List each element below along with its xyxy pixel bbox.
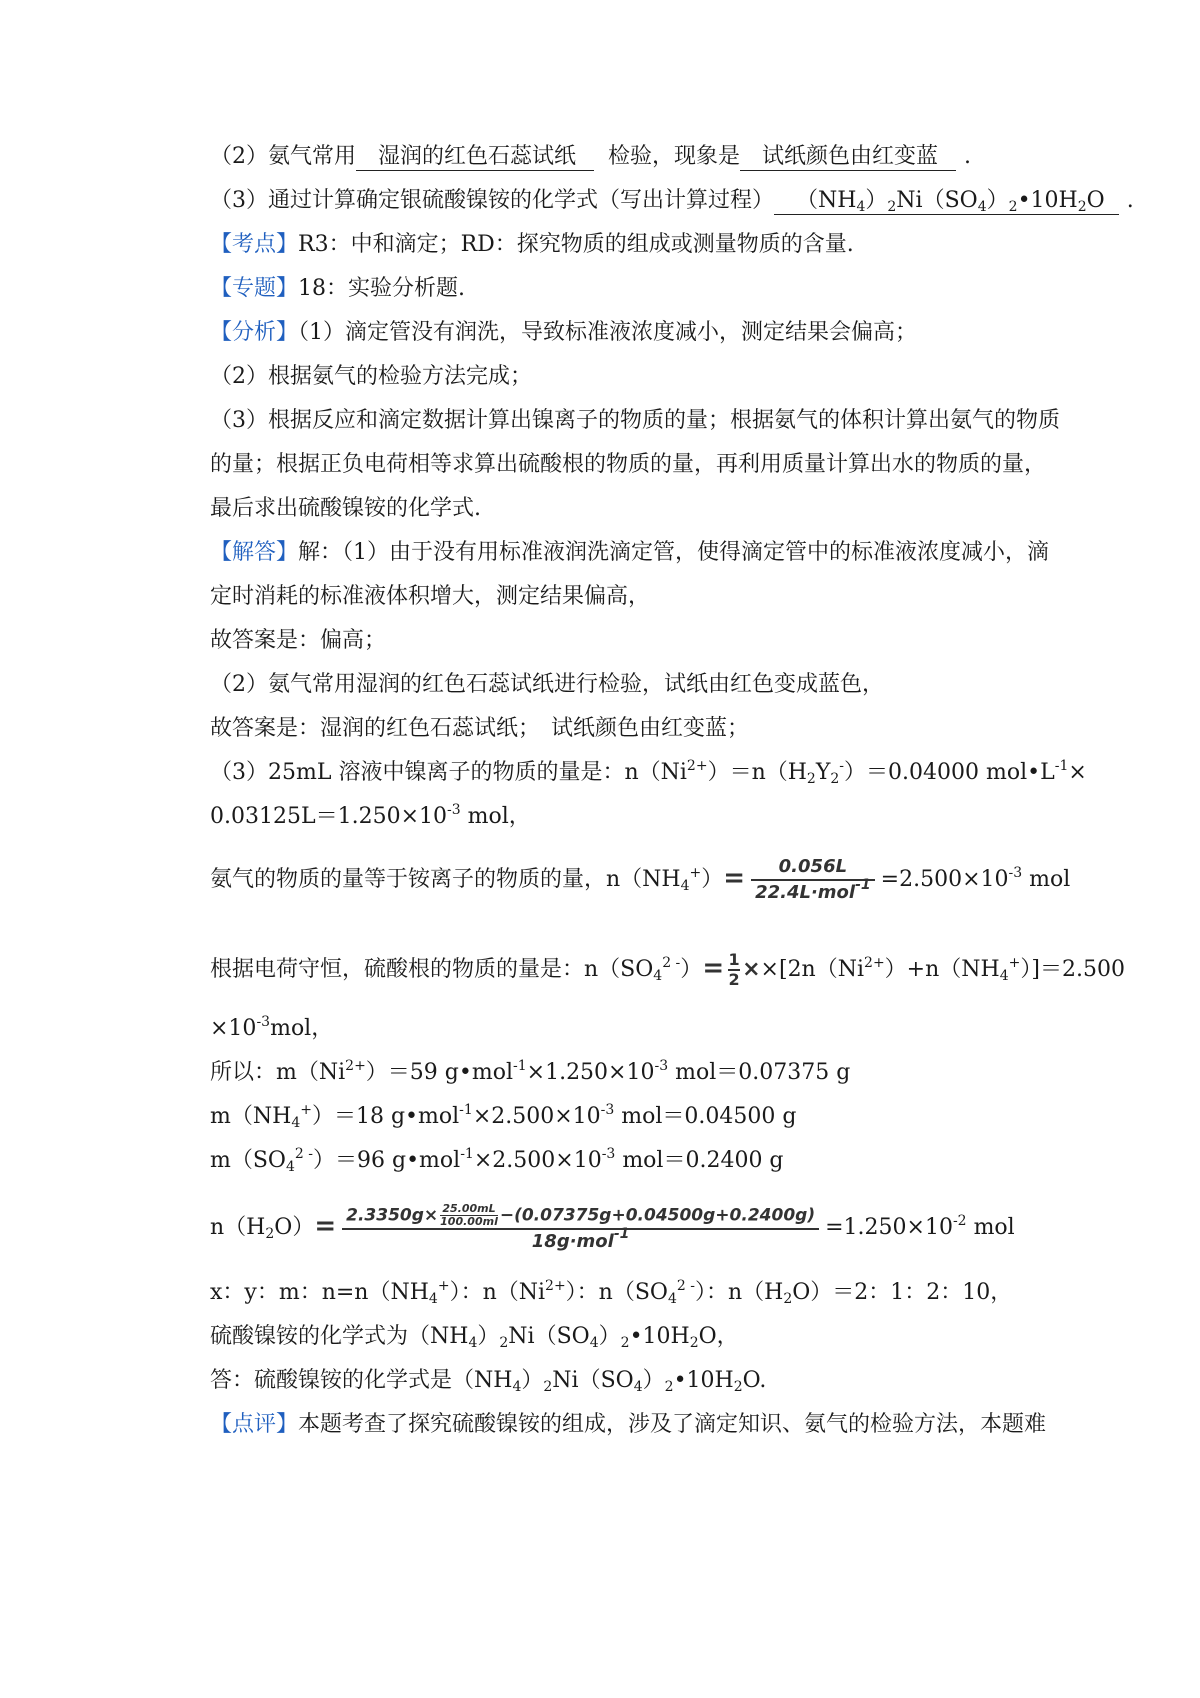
m3-d: mol＝0.2400 g — [615, 1148, 784, 1173]
so4-e: ）]＝2.500 — [1020, 957, 1125, 982]
sup-plus: + — [689, 865, 702, 881]
ni-result-b: mol， — [460, 804, 531, 829]
nh3-frac-den — [751, 877, 875, 905]
sup-minus1: -1 — [1054, 758, 1069, 774]
so4-c: ×[2n（Ni — [760, 957, 865, 982]
kaodian-line — [210, 230, 1030, 260]
sub-2: 2 — [1008, 199, 1018, 215]
jieda-text-2: 定时消耗的标准液体积增大，测定结果偏高， — [210, 584, 651, 609]
jieda-line-3 — [210, 626, 1030, 656]
sup-plus: + — [437, 1278, 450, 1294]
sup-2plus: 2+ — [545, 1278, 566, 1294]
sup-2plus: 2+ — [686, 758, 708, 774]
ni-result-line — [210, 802, 1030, 832]
ni-line-d: × — [1068, 760, 1087, 785]
zhuanti-tag: 【专题】 — [210, 276, 299, 301]
sup-minus1: -1 — [460, 1146, 474, 1162]
f-10h: •10H — [1017, 188, 1078, 213]
zhuanti-text: 18：实验分析题. — [298, 276, 466, 301]
formula2-c: Ni（SO — [552, 1368, 634, 1393]
fenxi-text-5: 最后求出硫酸镍铵的化学式. — [210, 496, 481, 521]
sup-minus3: -3 — [600, 1102, 615, 1118]
h2o-unit: mol — [966, 1215, 1015, 1240]
jieda-tag: 【解答】 — [210, 540, 299, 565]
nh3-unit: mol — [1022, 867, 1071, 892]
h2o-num-a: 2.3350g — [346, 1205, 424, 1225]
sup-2plus: 2+ — [864, 955, 885, 971]
so4-g: mol， — [270, 1016, 334, 1041]
formula1-e: •10H — [629, 1324, 690, 1349]
f-nh4: （NH — [796, 188, 857, 213]
h2o-num-b: −(0.07375g+0.04500g+0.2400g) — [499, 1205, 816, 1225]
sup-2minus: 2 - — [662, 955, 681, 971]
sub-4: 4 — [512, 1379, 522, 1395]
h2o-b: O） — [274, 1215, 315, 1240]
sub-2: 2 — [783, 1291, 793, 1307]
sub-2: 2 — [689, 1335, 699, 1351]
answer-blank-1-text: 湿润的红色石蕊试纸 — [378, 144, 577, 169]
q2-prefix: （2）氨气常用 — [210, 144, 356, 169]
times-sign: × — [742, 957, 761, 982]
q2-end: . — [964, 144, 972, 169]
answer-blank-2 — [740, 144, 956, 171]
dianping-text: 本题考查了探究硫酸镍铵的组成，涉及了滴定知识、氨气的检验方法，本题难 — [298, 1412, 1047, 1437]
y-letter: Y — [815, 760, 831, 785]
sub-2: 2 — [1077, 199, 1087, 215]
m1-a: 所以：m（Ni — [210, 1060, 346, 1085]
formula1-f: O， — [698, 1324, 739, 1349]
sub-4: 4 — [285, 1159, 295, 1175]
formula-line-1 — [210, 1322, 1030, 1352]
nh3-line — [210, 848, 1071, 910]
m3-a: m（SO — [210, 1148, 286, 1173]
ratio-a: x：y：m：n=n（NH — [210, 1280, 429, 1305]
sub-2: 2 — [830, 771, 840, 787]
m2-d: mol＝0.04500 g — [614, 1104, 797, 1129]
sub-4: 4 — [428, 1291, 438, 1307]
kaodian-text: R3：中和滴定；RD：探究物质的组成或测量物质的含量. — [298, 232, 854, 257]
so4-line — [210, 938, 1125, 1000]
ni-line-a: （3）25mL 溶液中镍离子的物质的量是：n（Ni — [210, 760, 687, 785]
jieda-text-1: 解：（1）由于没有用标准液润洗滴定管，使得滴定管中的标准液浓度减小，滴 — [298, 540, 1050, 565]
sup-minus1: -1 — [613, 1225, 630, 1242]
sup-minus3: -3 — [1008, 865, 1023, 881]
q2-middle: 检验，现象是 — [608, 144, 741, 169]
sup-plus: + — [1008, 955, 1021, 971]
so4-d: ）+n（NH — [884, 957, 1000, 982]
kaodian-tag: 【考点】 — [210, 232, 299, 257]
h2o-den-text: 18g·mol — [531, 1230, 614, 1252]
f-o: O — [1086, 188, 1105, 213]
h2o-res: =1.250×10 — [825, 1215, 953, 1240]
nh3-den-text: 22.4L·mol — [755, 882, 856, 903]
dianping-line — [210, 1410, 1047, 1440]
sup-minus1: -1 — [855, 877, 871, 893]
vol-num: 25.00mL — [442, 1201, 496, 1215]
sup-minus1: -1 — [459, 1102, 473, 1118]
ratio-b: ）：n（Ni — [449, 1280, 546, 1305]
sub-4: 4 — [680, 878, 690, 894]
h2o-fraction — [342, 1203, 819, 1254]
zhuanti-line — [210, 274, 1030, 304]
fenxi-tag: 【分析】 — [210, 320, 299, 345]
ni-result-a: 0.03125L＝1.250×10 — [210, 804, 447, 829]
jieda-line-5 — [210, 714, 1030, 744]
sub-2: 2 — [733, 1379, 743, 1395]
sup-minus3: -3 — [447, 802, 461, 818]
jieda-line-2 — [210, 582, 1030, 612]
nh3-b: ） — [701, 867, 724, 892]
h2o-line — [210, 1186, 1030, 1268]
sup-minus3: -3 — [256, 1014, 271, 1030]
question-3-line — [210, 186, 1134, 216]
h2o-frac-num — [342, 1203, 819, 1228]
question-2-line — [210, 142, 1030, 172]
formula2-a: 答：硫酸镍铵的化学式是（NH — [210, 1368, 513, 1393]
sup-2minus: 2 - — [676, 1278, 695, 1294]
fenxi-line-3 — [210, 406, 1060, 436]
jieda-line-1 — [210, 538, 1050, 568]
sub-4: 4 — [468, 1335, 478, 1351]
formula1-d: ） — [598, 1324, 621, 1349]
sup-minus3: -3 — [601, 1146, 616, 1162]
so4-b: ） — [680, 957, 703, 982]
vol-den: 100.00ml — [440, 1214, 498, 1228]
sub-2: 2 — [887, 199, 897, 215]
sup-2minus: 2 - — [294, 1146, 313, 1162]
m2-c: ×2.500×10 — [472, 1104, 601, 1129]
answer-blank-1 — [356, 144, 594, 171]
f-ni-so: Ni（SO — [896, 188, 978, 213]
sub-2: 2 — [806, 771, 816, 787]
fenxi-text-3: （3）根据反应和滴定数据计算出镍离子的物质的量；根据氨气的体积计算出氨气的物质 — [210, 408, 1060, 433]
formula2-f: O. — [742, 1368, 767, 1393]
ni-line-b: ）＝n（H — [707, 760, 807, 785]
half-fraction — [728, 951, 740, 989]
half-num: 1 — [728, 950, 740, 969]
sub-4: 4 — [633, 1379, 643, 1395]
fenxi-line-1 — [210, 318, 1030, 348]
m3-b: ）＝96 g•mol — [313, 1148, 461, 1173]
sub-2: 2 — [265, 1226, 275, 1242]
m2-b: ）＝18 g•mol — [311, 1104, 460, 1129]
formula1-b: ） — [477, 1324, 500, 1349]
ratio-c: ）：n（SO — [565, 1280, 668, 1305]
m1-d: mol＝0.07375 g — [668, 1060, 851, 1085]
h2o-a: n（H — [210, 1215, 266, 1240]
q3-end: . — [1126, 188, 1134, 213]
sub-2: 2 — [664, 1379, 674, 1395]
formula-line-2 — [210, 1366, 1030, 1396]
sub-4: 4 — [856, 199, 866, 215]
f-close: ） — [865, 188, 888, 213]
sub-2: 2 — [620, 1335, 630, 1351]
sub-4: 4 — [291, 1115, 301, 1131]
m1-c: ×1.250×10 — [526, 1060, 655, 1085]
fenxi-text-1: （1）滴定管没有润洗，导致标准液浓度减小，测定结果会偏高； — [298, 320, 918, 345]
half-den: 2 — [728, 970, 740, 989]
times-sign: × — [423, 1205, 439, 1225]
formula2-d: ） — [642, 1368, 665, 1393]
m2-a: m（NH — [210, 1104, 292, 1129]
sub-4: 4 — [977, 199, 987, 215]
answer-blank-2-text: 试纸颜色由红变蓝 — [762, 144, 939, 169]
sub-2: 2 — [543, 1379, 553, 1395]
nh3-a: 氨气的物质的量等于铵离子的物质的量，n（NH — [210, 867, 681, 892]
formula2-b: ） — [521, 1368, 544, 1393]
formula1-c: Ni（SO — [508, 1324, 590, 1349]
m3-c: ×2.500×10 — [473, 1148, 602, 1173]
ratio-e: O）＝2：1：2：10， — [792, 1280, 1013, 1305]
ratio-line — [210, 1278, 1030, 1308]
volume-fraction — [440, 1203, 498, 1228]
jieda-text-4: （2）氨气常用湿润的红色石蕊试纸进行检验，试纸由红色变成蓝色， — [210, 672, 884, 697]
fenxi-line-2 — [210, 362, 1030, 392]
nh3-fraction — [751, 855, 875, 905]
fenxi-text-4: 的量；根据正负电荷相等求算出硫酸根的物质的量，再利用质量计算出水的物质的量， — [210, 452, 1047, 477]
sub-4: 4 — [667, 1291, 677, 1307]
fenxi-text-2: （2）根据氨气的检验方法完成； — [210, 364, 532, 389]
so4-a: 根据电荷守恒，硫酸根的物质的量是：n（SO — [210, 957, 654, 982]
nh3-res: =2.500×10 — [880, 867, 1009, 892]
h2o-frac-den — [528, 1225, 634, 1254]
sup-minus3: -3 — [654, 1058, 669, 1074]
so4-f: ×10 — [210, 1016, 257, 1041]
mass-ni-line — [210, 1058, 1030, 1088]
dianping-tag: 【点评】 — [210, 1412, 299, 1437]
sup-minus: - — [839, 758, 845, 774]
eq-sign: = — [314, 1211, 337, 1241]
sup-plus: + — [300, 1102, 312, 1118]
sub-4: 4 — [999, 968, 1009, 984]
fenxi-line-4 — [210, 450, 1047, 480]
eq-sign: = — [702, 953, 725, 983]
nh3-frac-num: 0.056L — [778, 856, 848, 877]
so4-result-line — [210, 1014, 1030, 1044]
f-close: ） — [986, 188, 1009, 213]
mass-nh4-line — [210, 1102, 1030, 1132]
sub-2: 2 — [499, 1335, 509, 1351]
formula2-e: •10H — [673, 1368, 734, 1393]
ratio-d: ）：n（H — [694, 1280, 784, 1305]
ni-amount-line — [210, 758, 1087, 788]
eq-sign: = — [723, 863, 746, 893]
sub-4: 4 — [589, 1335, 599, 1351]
jieda-line-4 — [210, 670, 1030, 700]
sub-4: 4 — [653, 968, 663, 984]
answer-blank-3 — [774, 188, 1119, 215]
m1-b: ）＝59 g•mol — [365, 1060, 513, 1085]
mass-so4-line — [210, 1146, 1030, 1176]
formula1-a: 硫酸镍铵的化学式为（NH — [210, 1324, 469, 1349]
q3-prefix: （3）通过计算确定银硫酸镍铵的化学式（写出计算过程） — [210, 188, 774, 213]
ni-line-c: ）＝0.04000 mol•L — [844, 760, 1055, 785]
sup-2plus: 2+ — [345, 1058, 366, 1074]
sup-minus2: -2 — [952, 1213, 967, 1229]
sup-minus1: -1 — [513, 1058, 527, 1074]
fenxi-line-5 — [210, 494, 1030, 524]
jieda-text-3: 故答案是：偏高； — [210, 628, 387, 653]
jieda-text-5: 故答案是：湿润的红色石蕊试纸； 试纸颜色由红变蓝； — [210, 716, 750, 741]
